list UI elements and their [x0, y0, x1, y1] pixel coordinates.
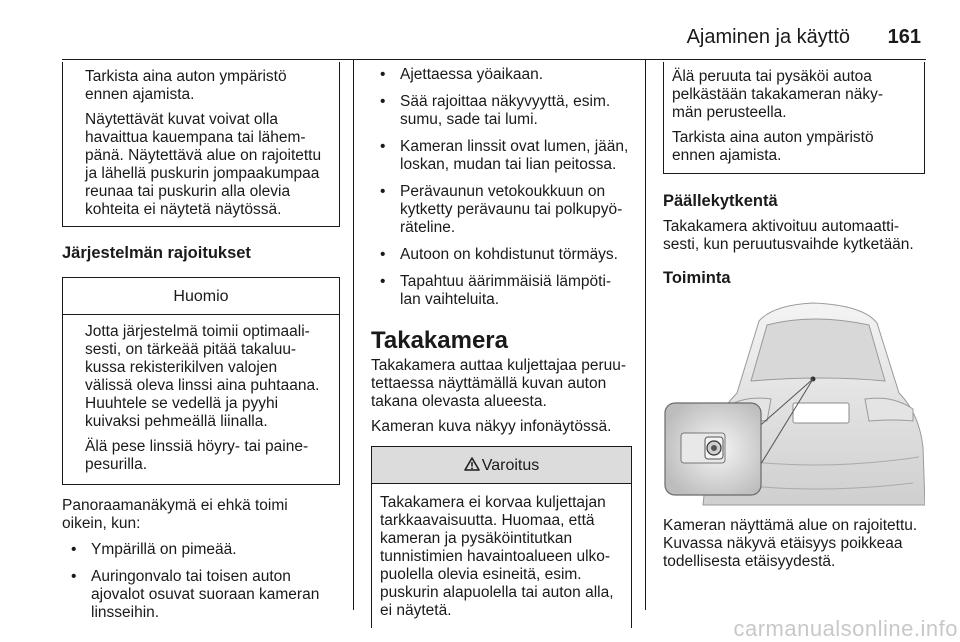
illustration-caption	[663, 517, 925, 571]
line: tarkkaavaisuutta. Huomaa, että	[380, 512, 595, 529]
limitation-list	[62, 541, 340, 622]
line: kussa rekisterikilven valojen	[85, 359, 278, 376]
warning-box	[371, 446, 632, 628]
header-rule	[62, 59, 926, 60]
line: Tapahtuu äärimmäisiä lämpöti-	[400, 273, 612, 290]
notice-paragraph	[85, 323, 329, 431]
line: lan vaihteluita.	[400, 291, 500, 308]
line: linsseihin.	[91, 604, 160, 621]
line: Kameran näyttämä alue on rajoitettu.	[663, 517, 918, 534]
line: Autoon on kohdistunut törmäys.	[400, 246, 618, 263]
line: pelkästään takakameran näky-	[672, 86, 884, 103]
line: Sää rajoittaa näkyvyyttä, esim.	[400, 93, 611, 110]
watermark: carmanualsonline.info	[733, 616, 958, 641]
line: Ajettaessa yöaikaan.	[400, 66, 544, 83]
line: ajovalot osuvat suoraan kameran	[91, 586, 320, 603]
section-heading: Takakamera	[371, 327, 508, 354]
line: tettaessa näyttämällä kuvan auton	[371, 375, 607, 392]
rear-camera-intro	[371, 357, 632, 411]
line: Takakamera aktivoituu automaatti-	[663, 218, 900, 235]
line: sesti, kun peruutusvaihde kytketään.	[663, 236, 914, 253]
line: Perävaunun vetokoukkuun on	[400, 183, 606, 200]
line: ja lähellä puskurin jompaakumpaa	[85, 165, 320, 182]
line: reunaa tai puskurin alla olevia	[85, 183, 291, 200]
line: puskurin alapuolella tai auton alla,	[380, 584, 614, 601]
rear-camera-display-note: Kameran kuva näkyy infonäytössä.	[371, 418, 612, 435]
subsection-title: Toiminta	[663, 269, 731, 287]
list-item	[62, 541, 340, 559]
page-header	[0, 0, 960, 60]
column-2	[371, 62, 632, 628]
line: todellisesta etäisyydestä.	[663, 553, 836, 570]
car-rear-camera-illustration	[663, 297, 925, 509]
caution-paragraph	[85, 68, 329, 104]
line: sesti, on tärkeää pitää takaluu-	[85, 341, 297, 358]
line: Tarkista aina auton ympäristö	[672, 129, 874, 146]
warning-header	[372, 447, 631, 484]
line: män perusteella.	[672, 104, 787, 121]
line: kuivaksi pehmeällä liinalla.	[85, 413, 268, 430]
activation-paragraph	[663, 218, 925, 254]
subsection-title: Päällekytkentä	[663, 192, 778, 210]
line: Huuhtele se vedellä ja pyyhi	[85, 395, 279, 412]
camera-detail-inset	[665, 403, 761, 495]
page-number: 161	[887, 26, 921, 48]
list-item	[371, 138, 632, 174]
caution-box-continued	[62, 62, 340, 227]
line: Kameran linssit ovat lumen, jään,	[400, 138, 629, 155]
line: oikein, kun:	[62, 515, 141, 532]
list-item	[62, 568, 340, 622]
warning-triangle-icon	[464, 457, 480, 471]
line: Älä peruuta tai pysäköi autoa	[672, 68, 872, 85]
line: Takakamera auttaa kuljettajaa peruu-	[371, 357, 627, 374]
column-1	[62, 62, 340, 622]
line: ei näytetä.	[380, 602, 452, 619]
line: räteline.	[400, 219, 456, 236]
line: Jotta järjestelmä toimii optimaali-	[85, 323, 310, 340]
panorama-intro	[62, 497, 340, 533]
line: Älä pese linssiä höyry- tai paine-	[85, 438, 309, 455]
warning-paragraph	[672, 68, 916, 122]
line: kohteita ei näytetä näytössä.	[85, 201, 282, 218]
list-item	[371, 273, 632, 309]
line: kytketty perävaunu tai polkupyö-	[400, 201, 623, 218]
warning-box-continued	[663, 62, 925, 174]
column-divider-2	[645, 60, 646, 610]
line: Takakamera ei korvaa kuljettajan	[380, 494, 606, 511]
warning-title: Varoitus	[481, 457, 540, 474]
line: Ympärillä on pimeää.	[91, 541, 237, 558]
line: tunnistimien havaintoalueen ulko-	[380, 548, 611, 565]
list-item	[371, 246, 632, 264]
line: havaittua kauempana tai lähem-	[85, 129, 306, 146]
list-item	[371, 183, 632, 237]
notice-box	[62, 277, 340, 485]
limitation-list-cont	[371, 66, 632, 309]
line: Näytettävät kuvat voivat olla	[85, 111, 278, 128]
line: puolella olevia esineitä, esim.	[380, 566, 582, 583]
line: pesurilla.	[85, 456, 148, 473]
line: loskan, mudan tai lian peitossa.	[400, 156, 617, 173]
line: takana olevasta alueesta.	[371, 393, 547, 410]
line: ennen ajamista.	[85, 86, 195, 103]
line: Panoraamanäkymä ei ehkä toimi	[62, 497, 288, 514]
line: Kuvassa näkyvä etäisyys poikkeaa	[663, 535, 903, 552]
warning-paragraph	[672, 129, 916, 165]
warning-paragraph	[380, 494, 623, 620]
line: välissä oleva linssi aina puhtaana.	[85, 377, 320, 394]
column-divider-1	[353, 60, 354, 610]
line: Tarkista aina auton ympäristö	[85, 68, 287, 85]
line: Auringonvalo tai toisen auton	[91, 568, 291, 585]
list-item	[371, 66, 632, 84]
line: sumu, sade tai lumi.	[400, 111, 538, 128]
notice-paragraph	[85, 438, 329, 474]
section-title: Järjestelmän rajoitukset	[62, 244, 251, 262]
notice-title: Huomio	[63, 278, 339, 315]
line: ennen ajamista.	[672, 147, 782, 164]
caution-paragraph	[85, 111, 329, 219]
column-3	[663, 62, 925, 571]
line: kameran ja pysäköintitutkan	[380, 530, 573, 547]
line: pänä. Näytettävä alue on rajoitettu	[85, 147, 322, 164]
chapter-title: Ajaminen ja käyttö	[686, 26, 850, 48]
list-item	[371, 93, 632, 129]
